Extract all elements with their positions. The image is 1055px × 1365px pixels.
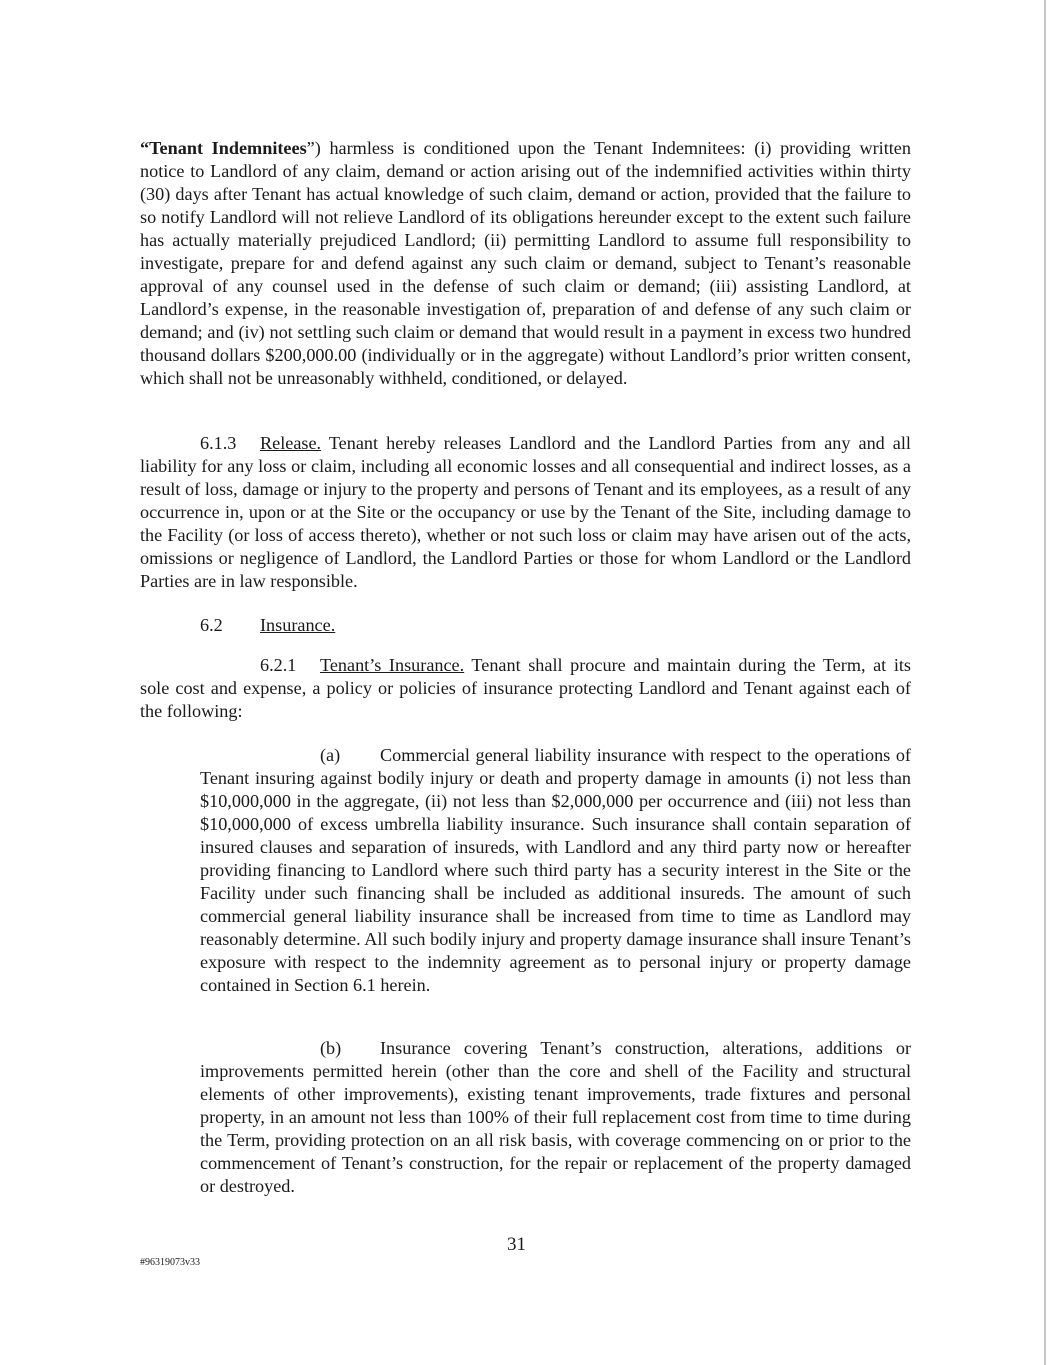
paragraph-text: ”) harmless is conditioned upon the Tenant Indemnitees: (i) providing written notice to Landlord of any claim, demand or action arising out of the indemnified activities within thirty (30) days after Tenant has actual knowledge of such claim, demand or action, provided that the failure to so notify Landlord will not relieve Landlord of its obligations hereunder except to the extent such failure has actually materially prejudiced Landlord; (ii) permitting Landlord to assume full responsibility to investigate, prepare for and defend against any such claim or demand, subject to Tenant’s reasonable approval of any counsel used in the defense of such claim or demand; (iii) assisting Landlord, at Landlord’s expense, in the reasonable investigation of, preparation of and defense of any such claim or demand; and (iv) not settling such claim or demand that would result in a payment in excess two hundred thousand dollars $200,000.00 (individually or in the aggregate) without Landlord’s prior written consent, which shall not be unreasonably withheld, conditioned, or delayed. bbox=[140, 138, 911, 388]
item-label: (b) bbox=[320, 1038, 342, 1058]
section-6-1-3 bbox=[140, 432, 911, 593]
item-label: (a) bbox=[320, 745, 341, 765]
section-6-2 bbox=[140, 614, 911, 637]
section-number: 6.2 bbox=[200, 615, 223, 635]
item-text: Commercial general liability insurance with respect to the operations of Tenant insuring against bodily injury or death and property damage in amounts (i) not less than $10,000,000 in the aggregate, (ii) not less than $2,000,000 per occurrence and (iii) not less than $10,000,000 of excess umbrella liability insurance. Such insurance shall contain separation of insured clauses and separation of insureds, with Landlord and any third party now or hereafter providing financing to Landlord where such third party has a security interest in the Site or the Facility under such financing shall be included as additional insureds. The amount of such commercial general liability insurance shall be increased from time to time as Landlord may reasonably determine. All such bodily injury and property damage insurance shall insure Tenant’s exposure with respect to the indemnity agreement as to personal injury or property damage contained in Section 6.1 herein. bbox=[200, 745, 911, 995]
paragraph-indemnitees bbox=[140, 137, 911, 390]
defined-term: “Tenant Indemnitees bbox=[140, 138, 307, 158]
section-text: Tenant shall procure and maintain during the Term, at its sole cost and expense, a policy or policies of insurance protecting Landlord and Tenant against each of the following: bbox=[140, 655, 911, 721]
section-6-2-1 bbox=[140, 654, 911, 723]
scan-edge bbox=[1044, 0, 1046, 1365]
section-number: 6.1.3 bbox=[200, 433, 237, 453]
item-b bbox=[200, 1037, 911, 1198]
section-heading: Tenant’s Insurance. bbox=[320, 655, 465, 675]
section-heading: Release. bbox=[260, 433, 322, 453]
document-id: #96319073v33 bbox=[140, 1257, 200, 1268]
section-number: 6.2.1 bbox=[260, 655, 297, 675]
section-heading: Insurance. bbox=[260, 615, 336, 635]
item-a bbox=[200, 744, 911, 997]
section-text: Tenant hereby releases Landlord and the Landlord Parties from any and all liability for any loss or claim, including all economic losses and all consequential and indirect losses, as a result of loss, damage or injury to the property and persons of Tenant and its employees, as a result of any occurrence in, upon or at the Site or the occupancy or use by the Tenant of the Site, including damage to the Facility (or loss of access thereto), whether or not such loss or claim may have arisen out of the acts, omissions or negligence of Landlord, the Landlord Parties or those for whom Landlord or the Landlord Parties are in law responsible. bbox=[140, 433, 911, 591]
item-text: Insurance covering Tenant’s construction, alterations, additions or improvements permitted herein (other than the core and shell of the Facility and structural elements of other improvements), existing tenant improvements, trade fixtures and personal property, in an amount not less than 100% of their full replacement cost from time to time during the Term, providing protection on an all risk basis, with coverage commencing on or prior to the commencement of Tenant’s construction, for the repair or replacement of the property damaged or destroyed. bbox=[200, 1038, 911, 1196]
page-number: 31 bbox=[507, 1234, 526, 1255]
